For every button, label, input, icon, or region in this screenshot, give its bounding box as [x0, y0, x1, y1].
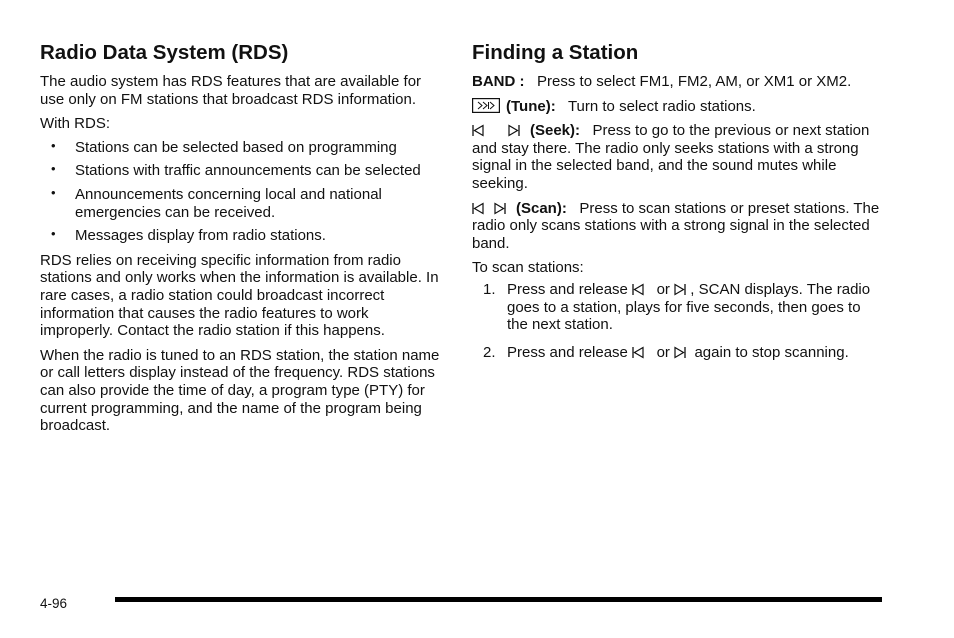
seek-back-icon — [472, 124, 484, 137]
right-column — [472, 40, 882, 371]
step-post-text: again to stop scanning. — [694, 343, 849, 361]
bullet-dot: • — [51, 161, 56, 177]
band-description: Press to select FM1, FM2, AM, or XM1 or XM2. — [537, 73, 852, 90]
step-pre-text: Press and release — [507, 280, 628, 298]
bullet-dot: • — [51, 184, 56, 200]
seek-label: (Seek): — [530, 122, 581, 140]
footer-divider — [115, 597, 882, 602]
list-item — [472, 281, 882, 334]
rds-station-name-paragraph: When the radio is tuned to an RDS station, the station name or call letters display instead of the frequency. RDS stations can also provide the time of day, a program type (PTY) for current programming, and the name of the program being broadcast. — [40, 346, 440, 435]
section-title-rds: Radio Data System (RDS) — [40, 41, 289, 64]
with-rds-label: With RDS: — [40, 115, 111, 133]
list-item-text: Announcements concerning local and national emergencies can be received. — [75, 185, 382, 221]
step-number: 1. — [483, 280, 496, 298]
scan-back-icon — [472, 202, 484, 215]
seek-forward-icon — [674, 346, 686, 359]
section-title-finding-station: Finding a Station — [472, 41, 639, 64]
scan-description: Press to scan stations or preset stations. The radio only scans stations with a strong signal in the selected band. — [472, 199, 880, 252]
seek-back-icon — [632, 283, 644, 296]
band-entry — [472, 73, 882, 91]
step-post-text: , SCAN displays. The radio goes to a station, plays for five seconds, then goes to the next station. — [507, 280, 871, 334]
list-item — [40, 162, 445, 180]
list-item — [40, 227, 445, 245]
list-item — [40, 139, 445, 157]
list-item-text: Stations with traffic announcements can be selected — [75, 162, 421, 180]
step-pre-text: Press and release — [507, 343, 628, 361]
band-label: BAND : — [472, 73, 525, 90]
bullet-dot: • — [51, 137, 56, 153]
tune-icon — [472, 98, 500, 113]
list-item — [472, 344, 882, 362]
to-scan-label: To scan stations: — [472, 259, 584, 277]
step-number: 2. — [483, 343, 496, 361]
tune-description: Turn to select radio stations. — [567, 97, 756, 115]
scan-entry — [472, 200, 882, 253]
seek-entry — [472, 122, 882, 192]
seek-forward-icon — [508, 124, 520, 137]
list-item-text: Messages display from radio stations. — [75, 227, 326, 245]
scan-steps-list — [472, 281, 882, 361]
list-item — [40, 186, 445, 221]
bullet-dot: • — [51, 226, 56, 242]
left-column — [40, 40, 445, 442]
rds-features-list — [40, 139, 445, 245]
page-number: 4-96 — [40, 596, 68, 611]
step-or-text: or — [656, 343, 670, 361]
tune-label: (Tune): — [506, 97, 556, 115]
rds-intro: The audio system has RDS features that are available for use only on FM stations that broadcast RDS information. — [40, 73, 422, 108]
list-item-text: Stations can be selected based on programming — [75, 138, 397, 156]
seek-forward-icon — [674, 283, 686, 296]
seek-description: Press to go to the previous or next station and stay there. The radio only seeks stations with a strong signal in the selected band, and the sound mutes while seeking. — [472, 122, 870, 192]
rds-reliance-paragraph: RDS relies on receiving specific information from radio stations and only works when the information is available. In rare cases, a radio station could broadcast incorrect information that causes the radio features to work improperly. Contact the radio station if this happens. — [40, 251, 439, 340]
scan-label: (Scan): — [516, 199, 567, 217]
scan-forward-icon — [494, 202, 506, 215]
seek-back-icon — [632, 346, 644, 359]
tune-entry — [472, 98, 882, 116]
step-or-text: or — [656, 280, 670, 298]
